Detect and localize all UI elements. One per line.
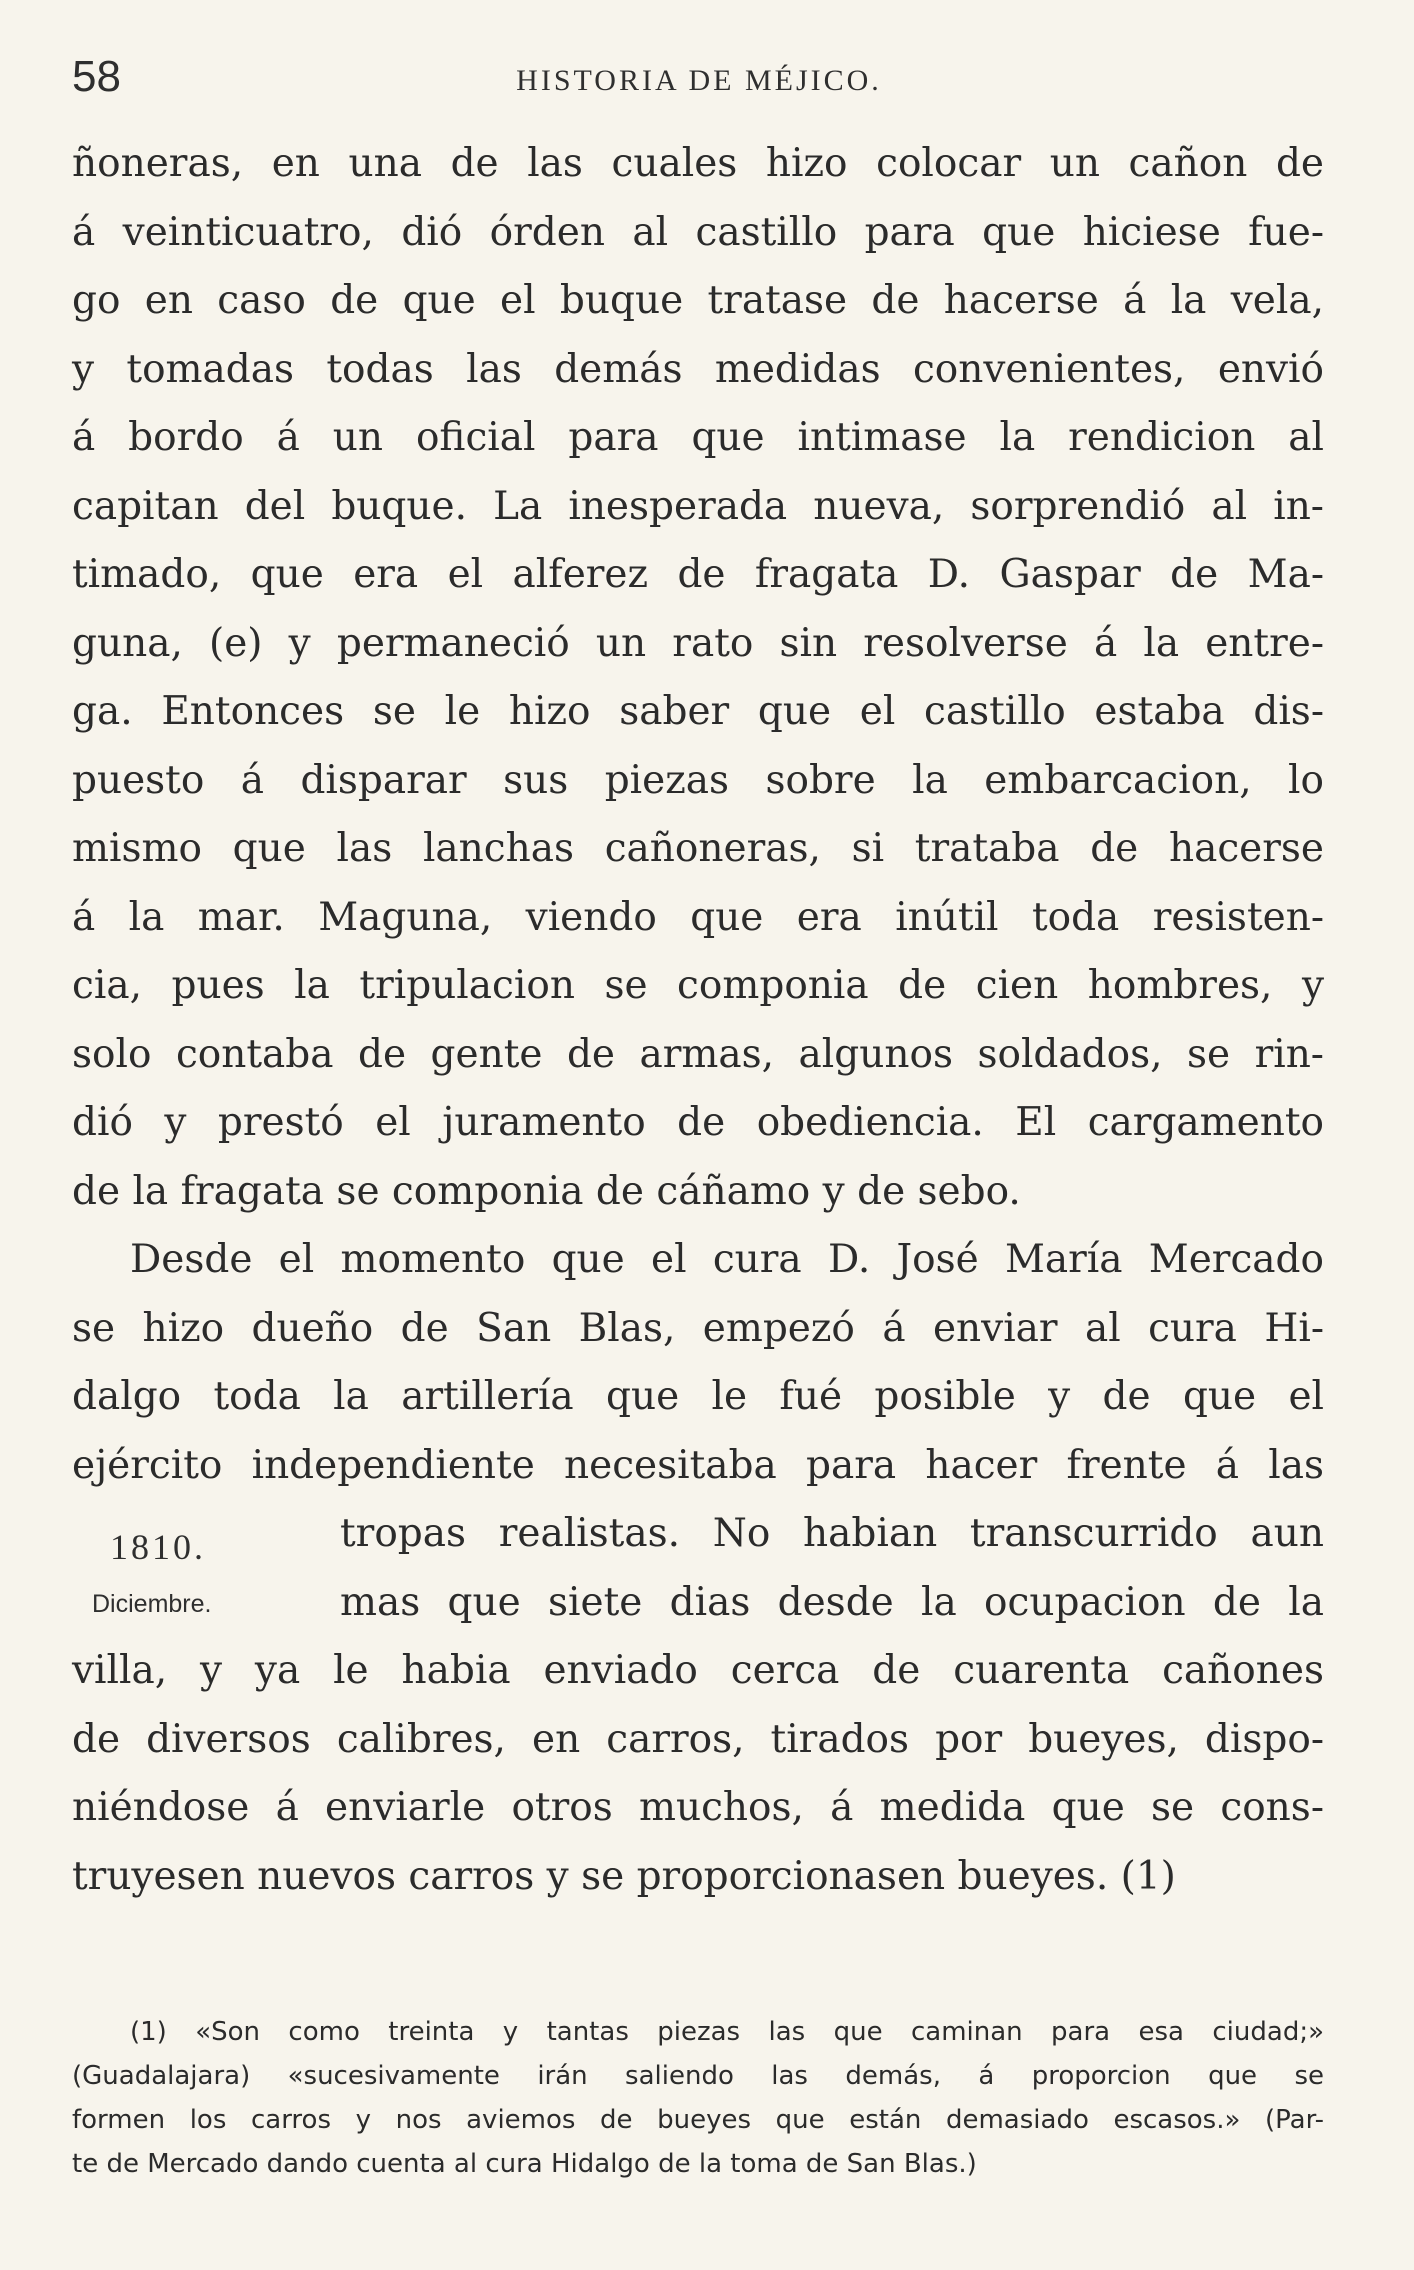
text-line: Desde el momento que el cura D. José María Mercado — [130, 1237, 1324, 1282]
text-line: niéndose á enviarle otros muchos, á medida que se cons- — [72, 1785, 1324, 1830]
text-line: y tomadas todas las demás medidas convenientes, envió — [72, 346, 1324, 392]
text-line: de la fragata se componia de cáñamo y de sebo. — [72, 1168, 1021, 1214]
page-header — [72, 52, 1326, 112]
text-line: guna, (e) y permaneció un rato sin resolverse á la entre- — [72, 620, 1324, 666]
footnote-line: te de Mercado dando cuenta al cura Hidalgo de la toma de San Blas.) — [72, 2149, 977, 2179]
footnote-line: (1) «Son como treinta y tantas piezas las que caminan para esa ciudad;» — [130, 2017, 1324, 2047]
text-line: mas que siete dias desde la ocupacion de la — [340, 1579, 1324, 1625]
text-line: á bordo á un oficial para que intimase la rendicion al — [72, 415, 1324, 460]
text-line: á la mar. Maguna, viendo que era inútil toda resisten- — [72, 894, 1324, 940]
text-line: solo contaba de gente de armas, algunos soldados, se rin- — [72, 1031, 1324, 1077]
text-line: de diversos calibres, en carros, tirados por bueyes, dispo- — [72, 1716, 1324, 1762]
margin-note-month: Diciembre. — [92, 1590, 212, 1618]
footnote-line: (Guadalajara) «sucesivamente irán saliendo las demás, á proporcion que se — [72, 2061, 1324, 2091]
text-line: villa, y ya le habia enviado cerca de cuarenta cañones — [72, 1648, 1324, 1693]
text-line: ñoneras, en una de las cuales hizo colocar un cañon de — [72, 141, 1324, 186]
text-line: puesto á disparar sus piezas sobre la embarcacion, lo — [72, 757, 1324, 803]
text-line: ga. Entonces se le hizo saber que el castillo estaba dis- — [72, 689, 1324, 734]
text-line: á veinticuatro, dió órden al castillo para que hiciese fue- — [72, 209, 1324, 255]
text-line: ejército independiente necesitaba para hacer frente á las — [72, 1442, 1324, 1488]
page-number: 58 — [72, 52, 121, 101]
text-line: se hizo dueño de San Blas, empezó á enviar al cura Hi- — [72, 1305, 1324, 1351]
text-line: tropas realistas. No habian transcurrido aun — [340, 1511, 1324, 1556]
text-line: go en caso de que el buque tratase de hacerse á la vela, — [72, 278, 1324, 323]
footnote — [72, 2010, 1324, 2186]
margin-note-year: 1810. — [110, 1527, 206, 1567]
text-line: timado, que era el alferez de fragata D. Gaspar de Ma- — [72, 552, 1324, 597]
footnote-line: formen los carros y nos aviemos de bueyes que están demasiado escasos.» (Par- — [72, 2105, 1324, 2135]
text-line: cia, pues la tripulacion se componia de cien hombres, y — [72, 963, 1324, 1008]
text-line: truyesen nuevos carros y se proporcionasen bueyes. (1) — [72, 1853, 1176, 1899]
text-line: dió y prestó el juramento de obediencia. El cargamento — [72, 1100, 1324, 1145]
text-line: dalgo toda la artillería que le fué posible y de que el — [72, 1374, 1324, 1419]
running-title: HISTORIA DE MÉJICO. — [516, 64, 882, 97]
text-line: mismo que las lanchas cañoneras, si trataba de hacerse — [72, 826, 1324, 871]
main-text — [72, 130, 1324, 1911]
text-line: capitan del buque. La inesperada nueva, sorprendió al in- — [72, 483, 1324, 529]
